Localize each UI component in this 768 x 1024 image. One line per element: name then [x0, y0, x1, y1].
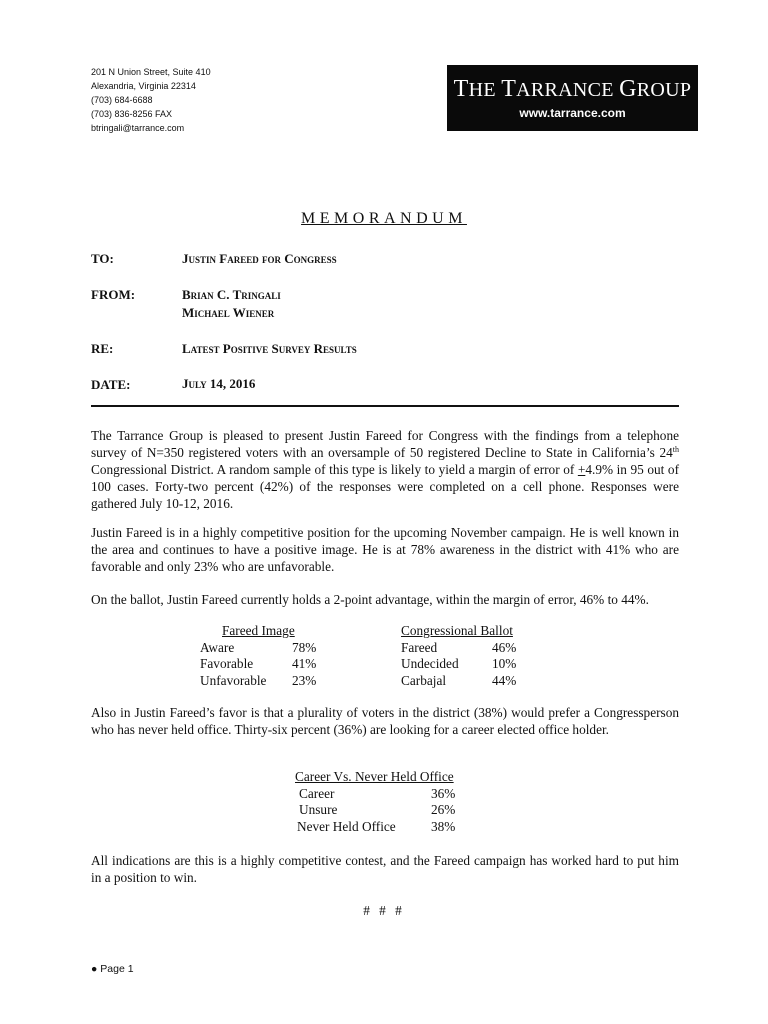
- intro-paragraph: The Tarrance Group is pleased to present Justin Fareed for Congress with the findings from a telephone survey of N=350 registered voters with an oversample of 50 registered Decline to State in California’s 24th Congressional District. A random sample of this type is likely to yield a margin of error of +4.9% in 95 out of 100 cases. Forty-two percent (42%) of the responses were completed on a cell phone. Responses were gathered July 10-12, 2016.: [91, 428, 679, 511]
- logo-website: www.tarrance.com: [519, 106, 626, 120]
- header-divider: [91, 405, 679, 407]
- page-number: Page 1: [100, 963, 134, 975]
- date-label: DATE:: [91, 377, 131, 392]
- closing-paragraph: All indications are this is a highly competitive contest, and the Fareed campaign has worked hard to put him in a position to win.: [91, 853, 679, 885]
- table-row: Never Held Office 38%: [297, 818, 456, 834]
- company-logo: [447, 65, 698, 131]
- congressional-ballot-table: [401, 623, 526, 689]
- table-row: Favorable 41%: [200, 656, 317, 671]
- table-row: Carbajal 44%: [401, 672, 517, 688]
- memo-title: MEMORANDUM: [301, 210, 467, 227]
- logo-company-name: THE TARRANCE GROUP: [453, 76, 692, 102]
- office-preference-paragraph: Also in Justin Fareed’s favor is that a plurality of voters in the district (38%) would prefer a Congressperson who has never held office. Thirty-six percent (36%) are looking for a career elected office holder.: [91, 705, 679, 737]
- ballot-paragraph: On the ballot, Justin Fareed currently holds a 2-point advantage, within the margin of error, 46% to 44%.: [91, 592, 649, 607]
- date-value: July 14, 2016: [182, 376, 256, 391]
- re-label: RE:: [91, 341, 114, 356]
- email-line: btringali@tarrance.com: [91, 123, 185, 133]
- image-paragraph: Justin Fareed is in a highly competitive position for the upcoming November campaign. He is well known in the area and continues to have a positive image. He is at 78% awareness in the district with 41% who are favorable and only 23% who are unfavorable.: [91, 525, 679, 574]
- sender-address: [91, 65, 211, 135]
- phone-line: (703) 684-6688: [91, 95, 153, 105]
- table-row: Undecided 10%: [401, 656, 517, 671]
- address-line: Alexandria, Virginia 22314: [91, 81, 196, 91]
- fareed-image-table: [200, 623, 330, 689]
- table-row: Unsure 26%: [299, 802, 456, 817]
- from-value-1: Brian C. Tringali: [182, 287, 281, 302]
- table-title: Congressional Ballot: [401, 623, 513, 638]
- bullet-icon: ●: [91, 963, 98, 975]
- from-value-2: Michael Wiener: [182, 305, 275, 320]
- re-value: Latest Positive Survey Results: [182, 341, 357, 356]
- from-label: FROM:: [91, 287, 136, 302]
- to-value: Justin Fareed for Congress: [182, 251, 337, 266]
- address-line: 201 N Union Street, Suite 410: [91, 67, 211, 77]
- page-footer: [91, 963, 134, 975]
- table-title: Fareed Image: [222, 623, 295, 638]
- table-row: Career 36%: [299, 785, 456, 801]
- end-mark: # # #: [363, 903, 405, 918]
- fax-line: (703) 836-8256 FAX: [91, 109, 173, 119]
- table-row: Unfavorable 23%: [200, 672, 317, 688]
- table-row: Aware 78%: [200, 639, 317, 655]
- to-label: TO:: [91, 251, 114, 266]
- table-title: Career Vs. Never Held Office: [295, 769, 454, 784]
- table-row: Fareed 46%: [401, 639, 517, 655]
- career-vs-never-held-office-table: [295, 769, 470, 835]
